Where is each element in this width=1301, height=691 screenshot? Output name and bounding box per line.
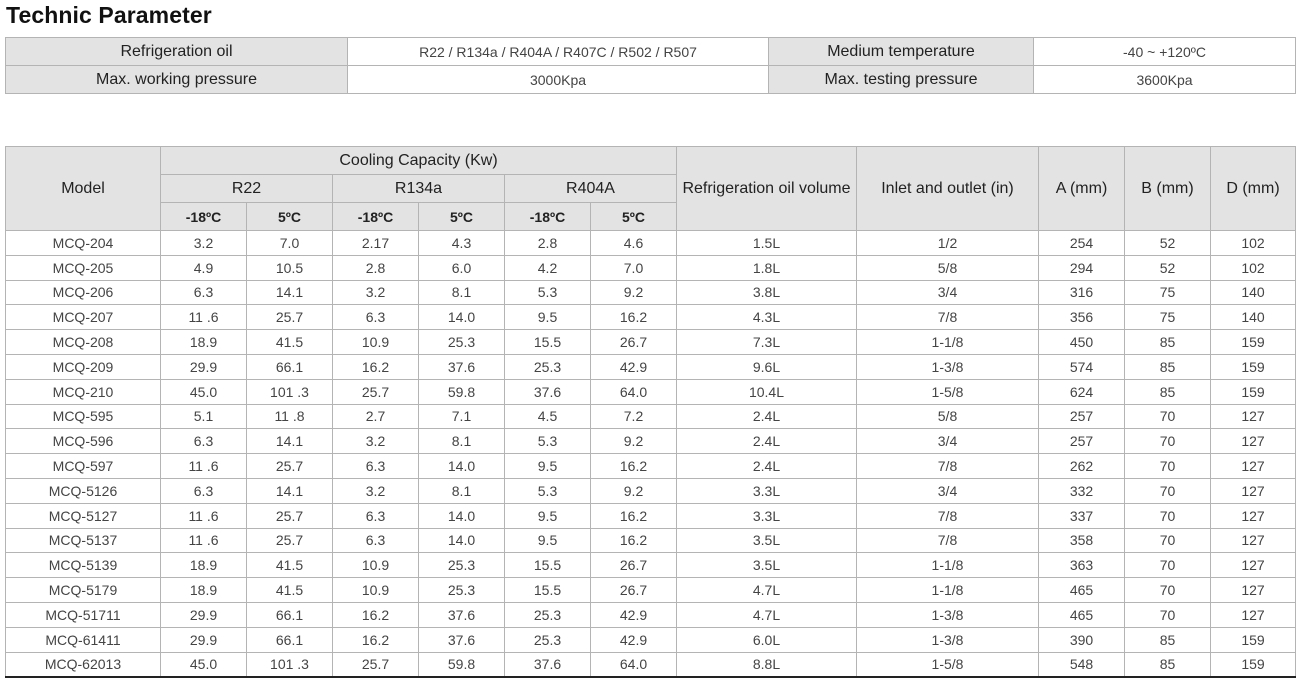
r22-high-cell: 25.7	[247, 305, 333, 330]
r22-low-cell: 3.2	[161, 231, 247, 256]
r22-high-cell: 41.5	[247, 578, 333, 603]
oil-volume-cell: 3.8L	[677, 280, 857, 305]
r22-header: R22	[161, 175, 333, 203]
r404a-low-cell: 9.5	[505, 503, 591, 528]
r134a-low-cell: 25.7	[333, 652, 419, 677]
oil-volume-header: Refrigeration oil volume	[677, 147, 857, 231]
d-mm-cell: 127	[1211, 602, 1296, 627]
temp-header: 5ºC	[419, 203, 505, 231]
r134a-low-cell: 16.2	[333, 354, 419, 379]
r22-high-cell: 66.1	[247, 354, 333, 379]
r134a-low-cell: 6.3	[333, 454, 419, 479]
model-cell: MCQ-5179	[6, 578, 161, 603]
r404a-low-cell: 5.3	[505, 478, 591, 503]
r134a-low-cell: 6.3	[333, 528, 419, 553]
b-mm-cell: 70	[1125, 528, 1211, 553]
table-row	[6, 578, 1296, 603]
r22-low-cell: 29.9	[161, 627, 247, 652]
r404a-low-cell: 37.6	[505, 379, 591, 404]
header-row-1	[6, 147, 1296, 175]
r134a-low-cell: 10.9	[333, 330, 419, 355]
table-row	[6, 602, 1296, 627]
r22-high-cell: 41.5	[247, 330, 333, 355]
inlet-outlet-header: Inlet and outlet (in)	[857, 147, 1039, 231]
max-testing-pressure-value: 3600Kpa	[1034, 66, 1296, 94]
r22-high-cell: 14.1	[247, 478, 333, 503]
r22-low-cell: 18.9	[161, 553, 247, 578]
model-cell: MCQ-61411	[6, 627, 161, 652]
r134a-low-cell: 2.17	[333, 231, 419, 256]
r22-high-cell: 25.7	[247, 503, 333, 528]
r134a-high-cell: 37.6	[419, 354, 505, 379]
b-mm-cell: 52	[1125, 255, 1211, 280]
d-mm-cell: 102	[1211, 255, 1296, 280]
r404a-low-cell: 15.5	[505, 330, 591, 355]
r134a-low-cell: 6.3	[333, 503, 419, 528]
a-mm-cell: 450	[1039, 330, 1125, 355]
d-mm-cell: 127	[1211, 528, 1296, 553]
r22-low-cell: 45.0	[161, 379, 247, 404]
r134a-low-cell: 3.2	[333, 280, 419, 305]
model-cell: MCQ-597	[6, 454, 161, 479]
r404a-high-cell: 42.9	[591, 627, 677, 652]
max-working-pressure-value: 3000Kpa	[348, 66, 769, 94]
b-mm-cell: 85	[1125, 330, 1211, 355]
r404a-high-cell: 42.9	[591, 354, 677, 379]
r134a-high-cell: 14.0	[419, 305, 505, 330]
d-mm-cell: 127	[1211, 578, 1296, 603]
model-spec-table	[5, 146, 1296, 678]
model-cell: MCQ-206	[6, 280, 161, 305]
d-mm-cell: 159	[1211, 354, 1296, 379]
r404a-high-cell: 9.2	[591, 478, 677, 503]
r22-low-cell: 11 .6	[161, 503, 247, 528]
inlet-outlet-cell: 1-1/8	[857, 553, 1039, 578]
a-mm-cell: 624	[1039, 379, 1125, 404]
model-cell: MCQ-210	[6, 379, 161, 404]
model-cell: MCQ-5127	[6, 503, 161, 528]
r22-low-cell: 6.3	[161, 280, 247, 305]
r404a-high-cell: 9.2	[591, 280, 677, 305]
inlet-outlet-cell: 1-5/8	[857, 379, 1039, 404]
inlet-outlet-cell: 1-3/8	[857, 602, 1039, 627]
medium-temperature-label: Medium temperature	[769, 38, 1034, 66]
r134a-high-cell: 7.1	[419, 404, 505, 429]
param-row-oil	[6, 38, 1296, 66]
d-mm-cell: 127	[1211, 503, 1296, 528]
oil-volume-cell: 3.3L	[677, 503, 857, 528]
r404a-low-cell: 25.3	[505, 627, 591, 652]
a-mm-cell: 574	[1039, 354, 1125, 379]
r134a-high-cell: 37.6	[419, 602, 505, 627]
inlet-outlet-cell: 7/8	[857, 305, 1039, 330]
model-cell: MCQ-5137	[6, 528, 161, 553]
r134a-high-cell: 14.0	[419, 503, 505, 528]
r134a-high-cell: 25.3	[419, 330, 505, 355]
b-mm-cell: 70	[1125, 429, 1211, 454]
table-row	[6, 255, 1296, 280]
table-row	[6, 553, 1296, 578]
table-row	[6, 627, 1296, 652]
medium-temperature-value: -40 ~ +120ºC	[1034, 38, 1296, 66]
table-row	[6, 528, 1296, 553]
cooling-capacity-header: Cooling Capacity (Kw)	[161, 147, 677, 175]
oil-volume-cell: 3.3L	[677, 478, 857, 503]
r404a-low-cell: 9.5	[505, 528, 591, 553]
r134a-low-cell: 16.2	[333, 627, 419, 652]
max-testing-pressure-label: Max. testing pressure	[769, 66, 1034, 94]
r404a-high-cell: 42.9	[591, 602, 677, 627]
a-mm-cell: 337	[1039, 503, 1125, 528]
oil-volume-cell: 4.7L	[677, 578, 857, 603]
page-title: Technic Parameter	[6, 2, 212, 28]
oil-volume-cell: 3.5L	[677, 553, 857, 578]
d-mm-cell: 159	[1211, 627, 1296, 652]
r134a-low-cell: 3.2	[333, 478, 419, 503]
table-row	[6, 330, 1296, 355]
r134a-high-cell: 8.1	[419, 280, 505, 305]
r404a-high-cell: 7.2	[591, 404, 677, 429]
d-mm-cell: 102	[1211, 231, 1296, 256]
a-mm-cell: 294	[1039, 255, 1125, 280]
d-mm-cell: 127	[1211, 553, 1296, 578]
r404a-high-cell: 16.2	[591, 528, 677, 553]
inlet-outlet-cell: 1-1/8	[857, 330, 1039, 355]
max-working-pressure-label: Max. working pressure	[6, 66, 348, 94]
inlet-outlet-cell: 7/8	[857, 454, 1039, 479]
table-row	[6, 354, 1296, 379]
r134a-high-cell: 59.8	[419, 379, 505, 404]
r22-low-cell: 6.3	[161, 429, 247, 454]
d-mm-cell: 127	[1211, 478, 1296, 503]
r22-low-cell: 18.9	[161, 578, 247, 603]
d-mm-cell: 159	[1211, 330, 1296, 355]
r404a-high-cell: 26.7	[591, 330, 677, 355]
b-mm-cell: 75	[1125, 305, 1211, 330]
r22-low-cell: 11 .6	[161, 305, 247, 330]
r404a-header: R404A	[505, 175, 677, 203]
table-row	[6, 305, 1296, 330]
r404a-low-cell: 5.3	[505, 429, 591, 454]
d-mm-cell: 140	[1211, 280, 1296, 305]
r404a-high-cell: 16.2	[591, 454, 677, 479]
d-mm-cell: 159	[1211, 379, 1296, 404]
r404a-low-cell: 37.6	[505, 652, 591, 677]
table-row	[6, 503, 1296, 528]
inlet-outlet-cell: 1-1/8	[857, 578, 1039, 603]
model-cell: MCQ-596	[6, 429, 161, 454]
r404a-low-cell: 25.3	[505, 602, 591, 627]
r134a-low-cell: 25.7	[333, 379, 419, 404]
r404a-high-cell: 7.0	[591, 255, 677, 280]
temp-header: -18ºC	[505, 203, 591, 231]
r404a-low-cell: 9.5	[505, 454, 591, 479]
r134a-header: R134a	[333, 175, 505, 203]
inlet-outlet-cell: 7/8	[857, 503, 1039, 528]
r134a-high-cell: 37.6	[419, 627, 505, 652]
b-mm-cell: 85	[1125, 652, 1211, 677]
r134a-high-cell: 4.3	[419, 231, 505, 256]
b-mm-header: B (mm)	[1125, 147, 1211, 231]
model-cell: MCQ-209	[6, 354, 161, 379]
r404a-high-cell: 9.2	[591, 429, 677, 454]
a-mm-cell: 465	[1039, 578, 1125, 603]
oil-volume-cell: 10.4L	[677, 379, 857, 404]
r22-high-cell: 41.5	[247, 553, 333, 578]
d-mm-cell: 127	[1211, 404, 1296, 429]
r404a-high-cell: 4.6	[591, 231, 677, 256]
r134a-low-cell: 2.8	[333, 255, 419, 280]
r22-high-cell: 101 .3	[247, 379, 333, 404]
oil-volume-cell: 2.4L	[677, 429, 857, 454]
param-row-pressure	[6, 66, 1296, 94]
r404a-low-cell: 25.3	[505, 354, 591, 379]
r22-high-cell: 10.5	[247, 255, 333, 280]
model-cell: MCQ-208	[6, 330, 161, 355]
model-cell: MCQ-5126	[6, 478, 161, 503]
oil-volume-cell: 1.8L	[677, 255, 857, 280]
inlet-outlet-cell: 5/8	[857, 404, 1039, 429]
parameter-table	[5, 37, 1296, 94]
r134a-high-cell: 6.0	[419, 255, 505, 280]
refrigeration-oil-label: Refrigeration oil	[6, 38, 348, 66]
r404a-high-cell: 16.2	[591, 305, 677, 330]
a-mm-cell: 254	[1039, 231, 1125, 256]
a-mm-cell: 358	[1039, 528, 1125, 553]
temp-header: -18ºC	[161, 203, 247, 231]
r404a-high-cell: 64.0	[591, 652, 677, 677]
r134a-low-cell: 2.7	[333, 404, 419, 429]
r404a-low-cell: 15.5	[505, 553, 591, 578]
r134a-low-cell: 3.2	[333, 429, 419, 454]
oil-volume-cell: 1.5L	[677, 231, 857, 256]
d-mm-cell: 140	[1211, 305, 1296, 330]
r22-high-cell: 66.1	[247, 627, 333, 652]
r134a-high-cell: 14.0	[419, 454, 505, 479]
oil-volume-cell: 8.8L	[677, 652, 857, 677]
b-mm-cell: 70	[1125, 478, 1211, 503]
b-mm-cell: 70	[1125, 602, 1211, 627]
model-cell: MCQ-204	[6, 231, 161, 256]
a-mm-cell: 356	[1039, 305, 1125, 330]
r22-low-cell: 4.9	[161, 255, 247, 280]
b-mm-cell: 52	[1125, 231, 1211, 256]
r404a-low-cell: 4.2	[505, 255, 591, 280]
r404a-high-cell: 26.7	[591, 553, 677, 578]
r22-low-cell: 11 .6	[161, 454, 247, 479]
r22-low-cell: 29.9	[161, 354, 247, 379]
a-mm-header: A (mm)	[1039, 147, 1125, 231]
r22-high-cell: 25.7	[247, 454, 333, 479]
b-mm-cell: 85	[1125, 379, 1211, 404]
r22-low-cell: 11 .6	[161, 528, 247, 553]
oil-volume-cell: 7.3L	[677, 330, 857, 355]
table-row	[6, 231, 1296, 256]
table-row	[6, 280, 1296, 305]
inlet-outlet-cell: 3/4	[857, 478, 1039, 503]
model-cell: MCQ-207	[6, 305, 161, 330]
temp-header: -18ºC	[333, 203, 419, 231]
r22-high-cell: 101 .3	[247, 652, 333, 677]
b-mm-cell: 70	[1125, 503, 1211, 528]
r134a-low-cell: 10.9	[333, 578, 419, 603]
temp-header: 5ºC	[591, 203, 677, 231]
oil-volume-cell: 3.5L	[677, 528, 857, 553]
d-mm-cell: 127	[1211, 454, 1296, 479]
r134a-high-cell: 8.1	[419, 429, 505, 454]
table-row	[6, 652, 1296, 677]
b-mm-cell: 85	[1125, 627, 1211, 652]
a-mm-cell: 257	[1039, 429, 1125, 454]
r22-high-cell: 66.1	[247, 602, 333, 627]
oil-volume-cell: 4.7L	[677, 602, 857, 627]
a-mm-cell: 332	[1039, 478, 1125, 503]
r22-high-cell: 14.1	[247, 429, 333, 454]
b-mm-cell: 70	[1125, 404, 1211, 429]
inlet-outlet-cell: 7/8	[857, 528, 1039, 553]
inlet-outlet-cell: 1-5/8	[857, 652, 1039, 677]
d-mm-header: D (mm)	[1211, 147, 1296, 231]
inlet-outlet-cell: 3/4	[857, 280, 1039, 305]
oil-volume-cell: 2.4L	[677, 404, 857, 429]
oil-volume-cell: 4.3L	[677, 305, 857, 330]
oil-volume-cell: 9.6L	[677, 354, 857, 379]
r22-low-cell: 29.9	[161, 602, 247, 627]
d-mm-cell: 127	[1211, 429, 1296, 454]
a-mm-cell: 390	[1039, 627, 1125, 652]
r22-low-cell: 6.3	[161, 478, 247, 503]
r22-high-cell: 7.0	[247, 231, 333, 256]
r134a-high-cell: 25.3	[419, 553, 505, 578]
r134a-high-cell: 59.8	[419, 652, 505, 677]
r22-low-cell: 5.1	[161, 404, 247, 429]
r134a-low-cell: 6.3	[333, 305, 419, 330]
a-mm-cell: 262	[1039, 454, 1125, 479]
model-cell: MCQ-205	[6, 255, 161, 280]
temp-header: 5ºC	[247, 203, 333, 231]
b-mm-cell: 85	[1125, 354, 1211, 379]
r404a-low-cell: 4.5	[505, 404, 591, 429]
oil-volume-cell: 6.0L	[677, 627, 857, 652]
refrigeration-oil-value: R22 / R134a / R404A / R407C / R502 / R507	[348, 38, 769, 66]
inlet-outlet-cell: 1-3/8	[857, 354, 1039, 379]
model-cell: MCQ-5139	[6, 553, 161, 578]
spec-table-body	[6, 231, 1296, 678]
r404a-high-cell: 16.2	[591, 503, 677, 528]
inlet-outlet-cell: 3/4	[857, 429, 1039, 454]
b-mm-cell: 70	[1125, 578, 1211, 603]
r404a-high-cell: 26.7	[591, 578, 677, 603]
b-mm-cell: 75	[1125, 280, 1211, 305]
r134a-high-cell: 14.0	[419, 528, 505, 553]
table-row	[6, 478, 1296, 503]
model-cell: MCQ-595	[6, 404, 161, 429]
r134a-high-cell: 25.3	[419, 578, 505, 603]
r134a-low-cell: 10.9	[333, 553, 419, 578]
d-mm-cell: 159	[1211, 652, 1296, 677]
r22-high-cell: 25.7	[247, 528, 333, 553]
table-row	[6, 454, 1296, 479]
r404a-low-cell: 15.5	[505, 578, 591, 603]
r134a-high-cell: 8.1	[419, 478, 505, 503]
a-mm-cell: 548	[1039, 652, 1125, 677]
table-row	[6, 379, 1296, 404]
r22-low-cell: 45.0	[161, 652, 247, 677]
r22-high-cell: 14.1	[247, 280, 333, 305]
r22-high-cell: 11 .8	[247, 404, 333, 429]
a-mm-cell: 465	[1039, 602, 1125, 627]
inlet-outlet-cell: 1-3/8	[857, 627, 1039, 652]
r404a-low-cell: 2.8	[505, 231, 591, 256]
b-mm-cell: 70	[1125, 454, 1211, 479]
r404a-high-cell: 64.0	[591, 379, 677, 404]
a-mm-cell: 316	[1039, 280, 1125, 305]
r134a-low-cell: 16.2	[333, 602, 419, 627]
r404a-low-cell: 5.3	[505, 280, 591, 305]
b-mm-cell: 70	[1125, 553, 1211, 578]
model-cell: MCQ-62013	[6, 652, 161, 677]
model-cell: MCQ-51711	[6, 602, 161, 627]
r404a-low-cell: 9.5	[505, 305, 591, 330]
a-mm-cell: 257	[1039, 404, 1125, 429]
r22-low-cell: 18.9	[161, 330, 247, 355]
a-mm-cell: 363	[1039, 553, 1125, 578]
inlet-outlet-cell: 5/8	[857, 255, 1039, 280]
table-row	[6, 404, 1296, 429]
model-header: Model	[6, 147, 161, 231]
oil-volume-cell: 2.4L	[677, 454, 857, 479]
inlet-outlet-cell: 1/2	[857, 231, 1039, 256]
table-row	[6, 429, 1296, 454]
